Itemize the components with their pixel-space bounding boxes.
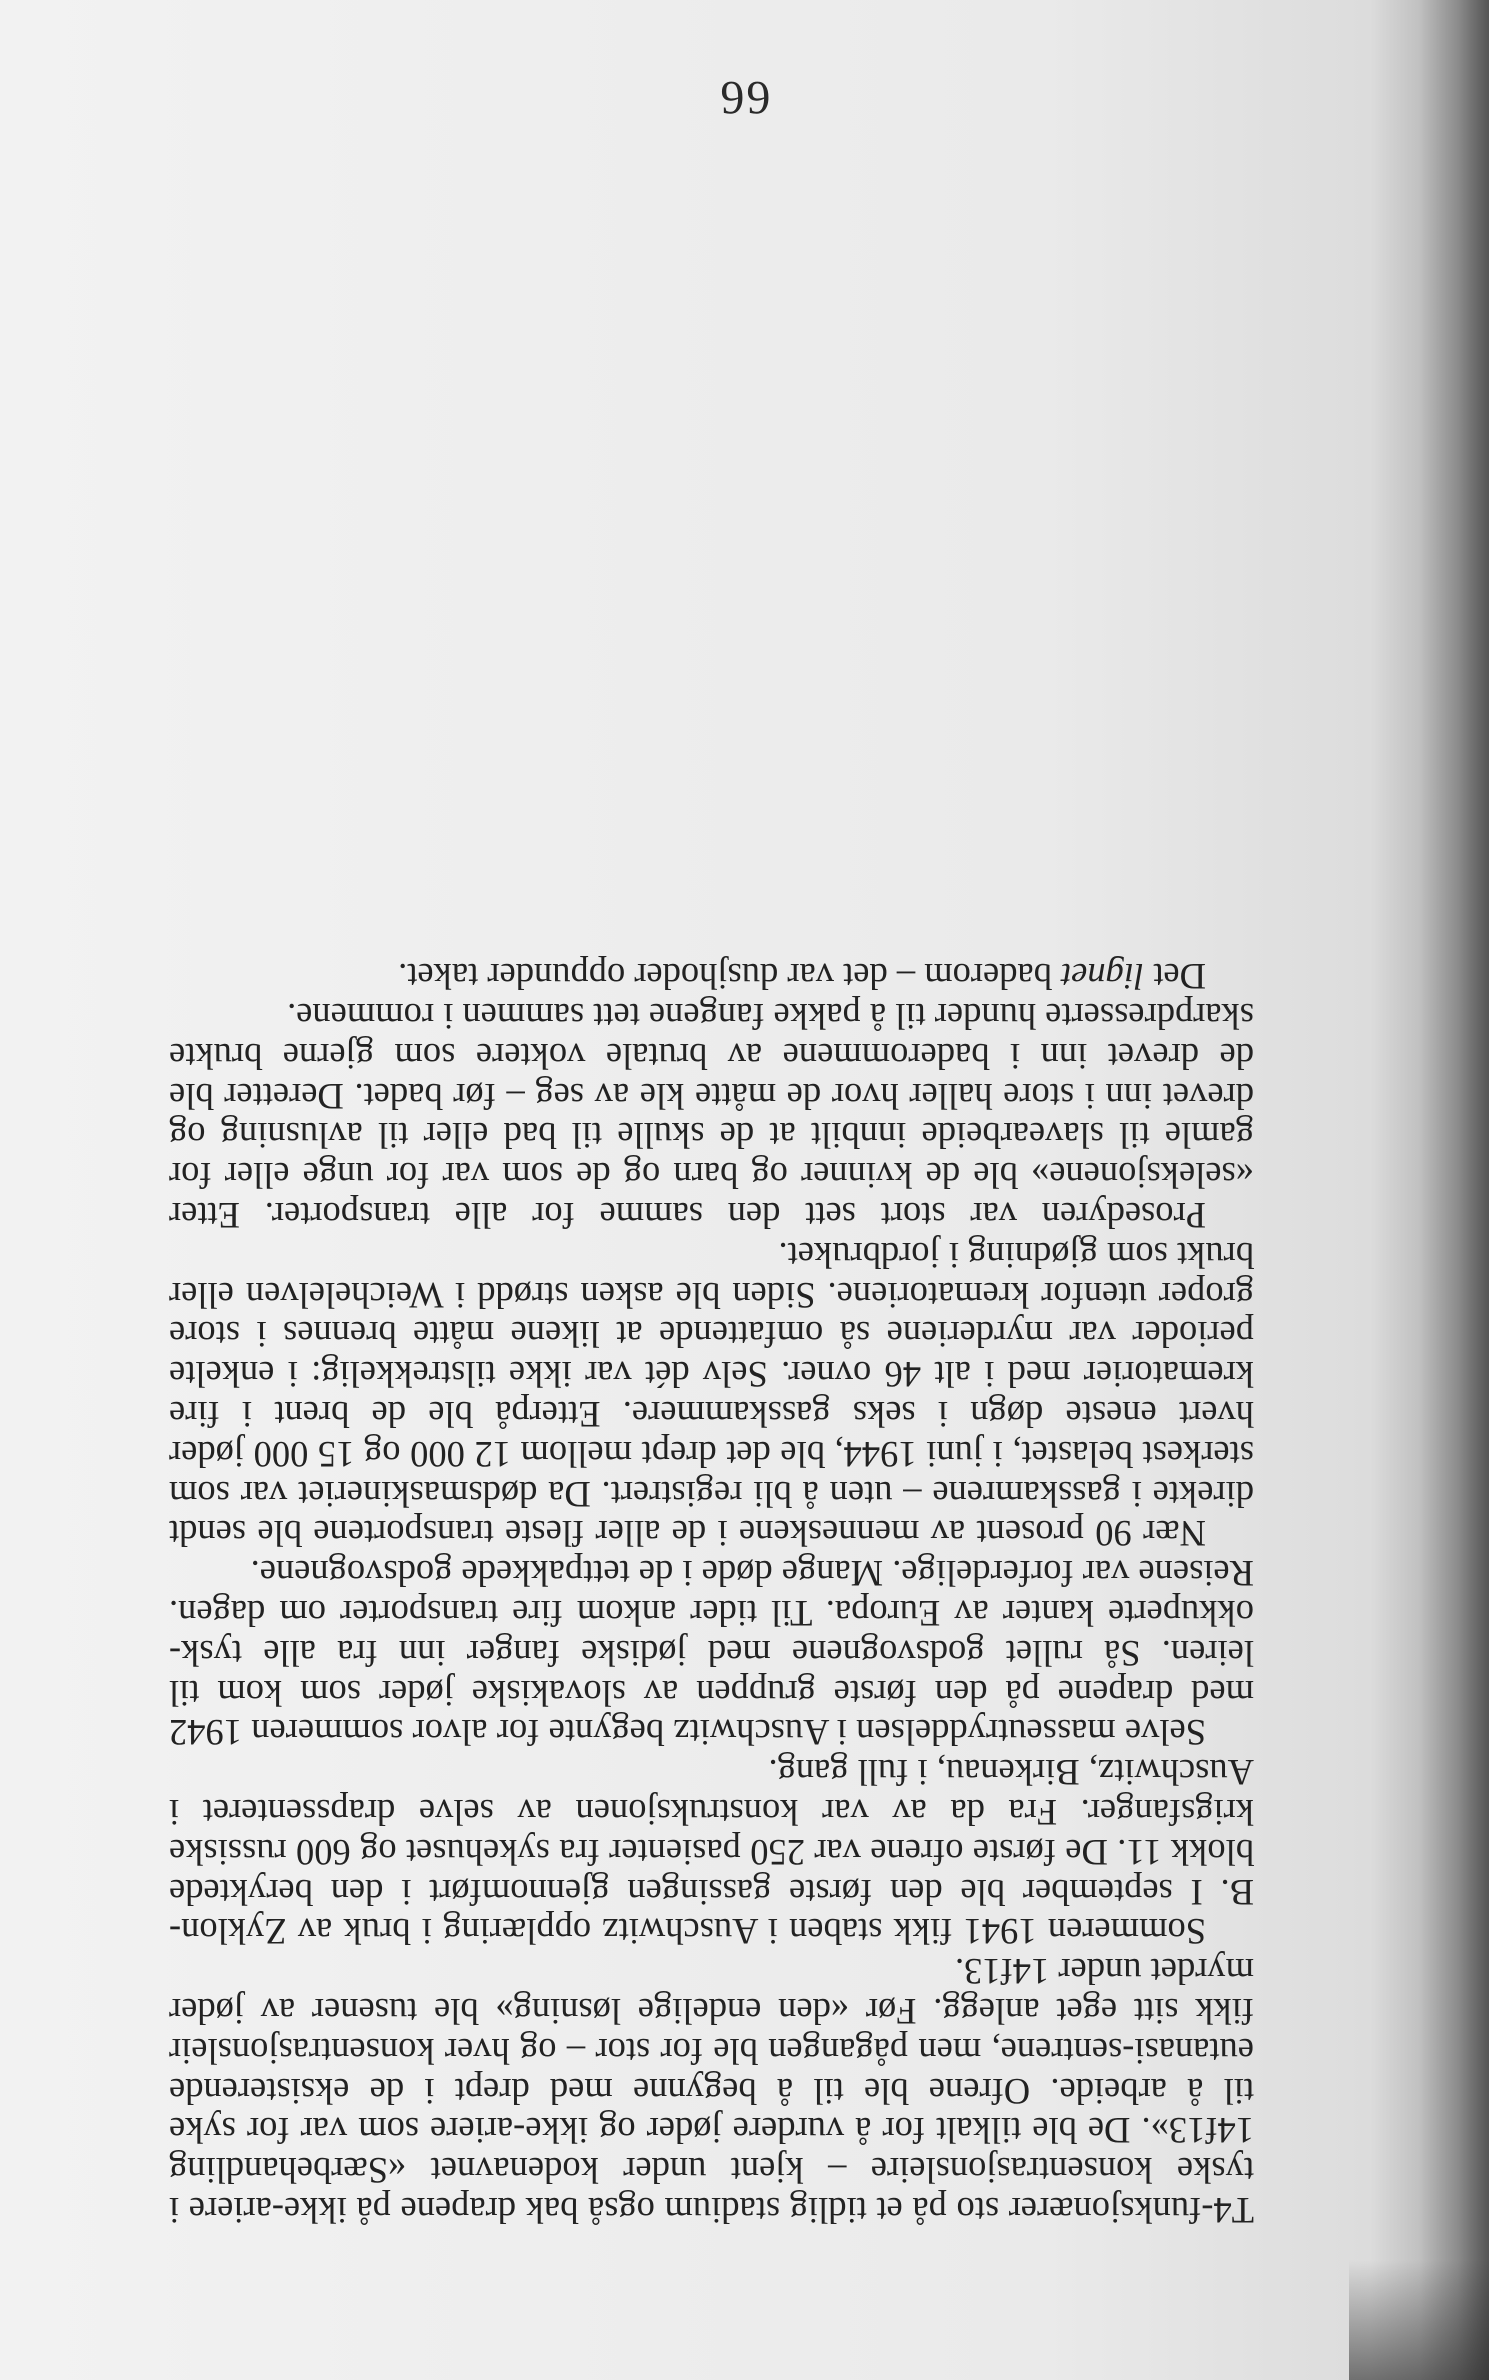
paragraph: Det lignet baderom – det var dusjhoder oppunder taket. [398,956,1206,998]
paragraph: T4-funksjonærer sto på et tidlig stadium også bak drapene på ikke-ariere i tyske konsentrasjonsleire – kjent under kodenavnet «Særbehandling 14f13». De ble tilkalt for å vurdere jøder og ikke-ariere som var for syke til å arbeide. Ofrene ble til å begynne med drept i de eksisterende eutanasi-sentrene, men pågangen ble for stor – og hver konsentrasjonsleir fikk sitt eget anlegg. Før «den endelige løsning» ble tusener av jøder myrdet under 14f13. [169,1951,1254,2231]
paragraph: Nær 90 prosent av menneskene i de aller fleste transportene ble sendt direkte i gasskamrene – uten å bli registrert. Da dødsmaskineriet var som sterkest belastet, i juni 1944, ble det drept mellom 12 000 og 15 000 jøder hvert eneste døgn i seks gasskammere. Etterpå ble de brent i fire krematorier med i alt 46 ovner. Selv dét var ikke tilstrekkelig: i enkelte perioder var myrderiene så omfattende at likene måtte brennes i store groper utenfor krematoriene. Siden ble asken strødd i Weichelelven eller brukt som gjødning i jordbruket. [169,1234,1254,1555]
paragraph: Sommeren 1941 fikk staben i Auschwitz opplæring i bruk av Zyklon-B. I september ble den første gassingen gjennomført i den beryktede blokk 11. De første ofrene var 250 pasienter fra sykehuset og 600 russiske krigsfanger. Fra da av var konstruksjonen av selve drapssenteret i Auschwitz, Birkenau, i full gang. [169,1752,1254,1953]
body-text [169,957,1254,2231]
paragraph-italic-lead [169,957,1254,997]
paragraph: Prosedyren var stort sett den samme for alle transporter. Etter «seleksjonene» ble de kvinner og barn og de som var for unge eller for gamle til slavearbeide innbilt at de skulle til bad eller til avlusning og drevet inn i store haller hvor de måtte kle av seg – før badet. Deretter ble de drevet inn i baderommene av brutale voktere som gjerne brukte skarpdresserte hunder til å pakke fangene tett sammen i rommene. [169,996,1254,1237]
paragraph: Selve masseutryddelsen i Auschwitz begynte for alvor sommeren 1942 med drapene på den første gruppen av slovakiske jøder som kom til leiren. Så rullet godsvognene med jødiske fanger inn fra alle tysk-okkuperte kanter av Europa. Til tider ankom fire transporter om dagen. Reisene var forferdelige. Mange døde i de tettpakkede godsvognene. [169,1553,1254,1754]
page-number: 66 [718,71,771,124]
